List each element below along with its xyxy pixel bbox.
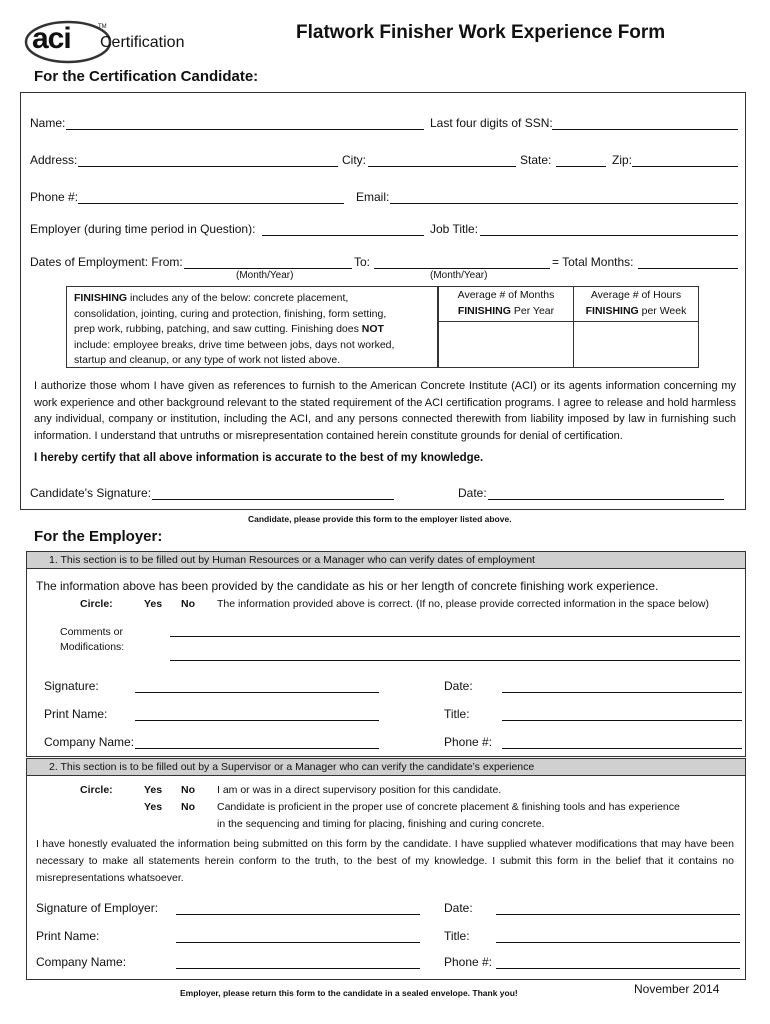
finishing-line-4: include: employee breaks, drive time between jobs, days not worked, (74, 338, 395, 351)
from-field[interactable] (184, 268, 352, 269)
email-field[interactable] (390, 203, 738, 204)
employer-label: Employer (during time period in Question): (30, 222, 256, 236)
phone-field-1[interactable] (502, 748, 742, 749)
no-option-3[interactable]: No (181, 801, 195, 813)
title-field-1[interactable] (502, 720, 742, 721)
address-field[interactable] (78, 166, 338, 167)
date-label-1: Date: (444, 679, 473, 693)
comments-line-1[interactable] (170, 636, 740, 637)
total-months-field[interactable] (638, 268, 738, 269)
employer-heading: For the Employer: (34, 528, 163, 545)
print-name-label-2: Print Name: (36, 929, 100, 943)
signature-label-1: Signature: (44, 679, 99, 693)
address-label: Address: (30, 153, 78, 167)
avg-months-label (438, 288, 574, 319)
company-label-2: Company Name: (36, 955, 127, 969)
footer-date: November 2014 (634, 982, 720, 996)
print-name-field-1[interactable] (135, 720, 379, 721)
state-field[interactable] (556, 166, 606, 167)
title-label-2: Title: (444, 929, 470, 943)
phone-field-2[interactable] (496, 968, 740, 969)
to-field[interactable] (374, 268, 550, 269)
print-name-field-2[interactable] (176, 942, 420, 943)
honest-text: I have honestly evaluated the information being submitted on this form by the candidate. I have supplied whatever modifications that may have been necessary to make all statements herein conform to the truth, to the best of my knowledge. I submit this form in the belief that it contains no misrepresentations whatsoever. (36, 838, 734, 884)
avg-months-per-year: Per Year (510, 304, 555, 317)
city-label: City: (342, 153, 366, 167)
yes-option-1[interactable]: Yes (144, 598, 163, 610)
comments-line-2[interactable] (170, 660, 740, 661)
name-label: Name: (30, 116, 66, 130)
company-field-1[interactable] (135, 748, 379, 749)
candidate-note: Candidate, please provide this form to the employer listed above. (248, 514, 512, 524)
ssn-field[interactable] (552, 129, 738, 130)
from-hint: (Month/Year) (236, 270, 294, 281)
avg-months-finishing: FINISHING (457, 304, 511, 317)
name-field[interactable] (66, 129, 424, 130)
zip-label: Zip: (612, 153, 633, 167)
job-title-label: Job Title: (430, 222, 479, 236)
correct-text: The information provided above is correct. (If no, please provide corrected information in the space below) (217, 598, 710, 610)
finishing-line-2: consolidation, jointing, curing and protection, finishing, form setting, (74, 307, 387, 320)
avg-hours-line-1: Average # of Hours (590, 289, 682, 301)
no-option-1[interactable]: No (181, 598, 195, 610)
finishing-word: FINISHING (74, 292, 128, 304)
comments-label-1: Comments or (60, 626, 124, 638)
section1-band: 1. This section is to be filled out by Human Resources or a Manager who can verify dates of employment (26, 551, 746, 569)
footer-note: Employer, please return this form to the candidate in a sealed envelope. Thank you! (180, 988, 518, 998)
avg-hours-label (573, 288, 699, 319)
proficient-text-1: Candidate is proficient in the proper use of concrete placement & finishing tools and has experience (217, 801, 680, 813)
zip-field[interactable] (632, 166, 738, 167)
section2-band: 2. This section is to be filled out by a Supervisor or a Manager who can verify the candidate’s experience (26, 758, 746, 776)
info-text: The information above has been provided by the candidate as his or her length of concrete finishing work experience. (36, 579, 659, 593)
ssn-label: Last four digits of SSN: (430, 116, 553, 130)
avg-months-field[interactable] (438, 321, 574, 368)
candidate-note-text: Candidate, please provide this form to the employer listed above (248, 514, 510, 524)
finishing-definition (74, 291, 394, 369)
avg-hours-finishing: FINISHING (585, 304, 639, 317)
circle-label-1: Circle: (80, 598, 113, 610)
to-label: To: (354, 255, 371, 269)
yes-option-3[interactable]: Yes (144, 801, 163, 813)
supervisor-text: I am or was in a direct supervisory position for this candidate. (217, 784, 502, 796)
company-label-1: Company Name: (44, 735, 135, 749)
total-months-label: = Total Months: (552, 255, 634, 269)
finishing-line-3: prep work, rubbing, patching, and saw cutting. Finishing does (74, 323, 362, 335)
avg-hours-per-week: per Week (638, 304, 687, 317)
no-option-2[interactable]: No (181, 784, 195, 796)
avg-months-line-1: Average # of Months (457, 289, 555, 301)
logo-tm: TM (98, 24, 107, 30)
avg-hours-field[interactable] (573, 321, 699, 368)
proficient-text-2: in the sequencing and timing for placing, finishing and curing concrete. (217, 818, 545, 830)
certify-text: I hereby certify that all above information is accurate to the best of my knowledge. (34, 452, 484, 464)
candidate-signature-label: Candidate's Signature: (30, 486, 152, 500)
candidate-heading: For the Certification Candidate: (34, 68, 259, 85)
print-name-label-1: Print Name: (44, 707, 108, 721)
phone-label-1: Phone #: (444, 735, 493, 749)
date-field-1[interactable] (502, 692, 742, 693)
comments-label-2: Modifications: (60, 641, 125, 653)
yes-option-2[interactable]: Yes (144, 784, 163, 796)
phone-label: Phone #: (30, 190, 79, 204)
signature-field-1[interactable] (135, 692, 379, 693)
employer-field[interactable] (262, 235, 424, 236)
sig-employer-field[interactable] (176, 914, 420, 915)
logo-brand: aci (32, 22, 71, 55)
finishing-not: NOT (361, 323, 384, 335)
form-title: Flatwork Finisher Work Experience Form (296, 22, 666, 43)
title-label-1: Title: (444, 707, 470, 721)
city-field[interactable] (368, 166, 516, 167)
sig-employer-label: Signature of Employer: (36, 901, 159, 915)
finishing-line-1: includes any of the below: concrete placement, (127, 292, 349, 304)
date-field-2[interactable] (496, 914, 740, 915)
title-field-2[interactable] (496, 942, 740, 943)
email-label: Email: (356, 190, 390, 204)
company-field-2[interactable] (176, 968, 420, 969)
candidate-signature-field[interactable] (152, 499, 394, 500)
dates-from-label: Dates of Employment: From: (30, 255, 183, 269)
circle-label-2: Circle: (80, 784, 113, 796)
candidate-date-field[interactable] (488, 499, 724, 500)
state-label: State: (520, 153, 552, 167)
finishing-line-5: startup and cleanup, or any type of work not listed above. (74, 354, 341, 366)
phone-field[interactable] (78, 203, 344, 204)
employer-section-1 (26, 568, 746, 757)
date-label-2: Date: (444, 901, 473, 915)
job-title-field[interactable] (480, 235, 738, 236)
logo-word: Certification (100, 34, 185, 51)
candidate-date-label: Date: (458, 486, 487, 500)
phone-label-2: Phone #: (444, 955, 493, 969)
aci-logo (22, 18, 202, 66)
authorization-text: I authorize those whom I have given as references to furnish to the American Concrete Institute (ACI) or its agents information concerning my work experience and other background relevant to the stated requirement of the ACI certification programs. I agree to release and hold harmless any individual, company or institution, including the ACI, and any persons connected therewith from liability imposed by law in furnishing such information. I understand that untruths or misrepresentation contained herein constitute grounds for denial of certification. (34, 380, 736, 442)
to-hint: (Month/Year) (430, 270, 488, 281)
